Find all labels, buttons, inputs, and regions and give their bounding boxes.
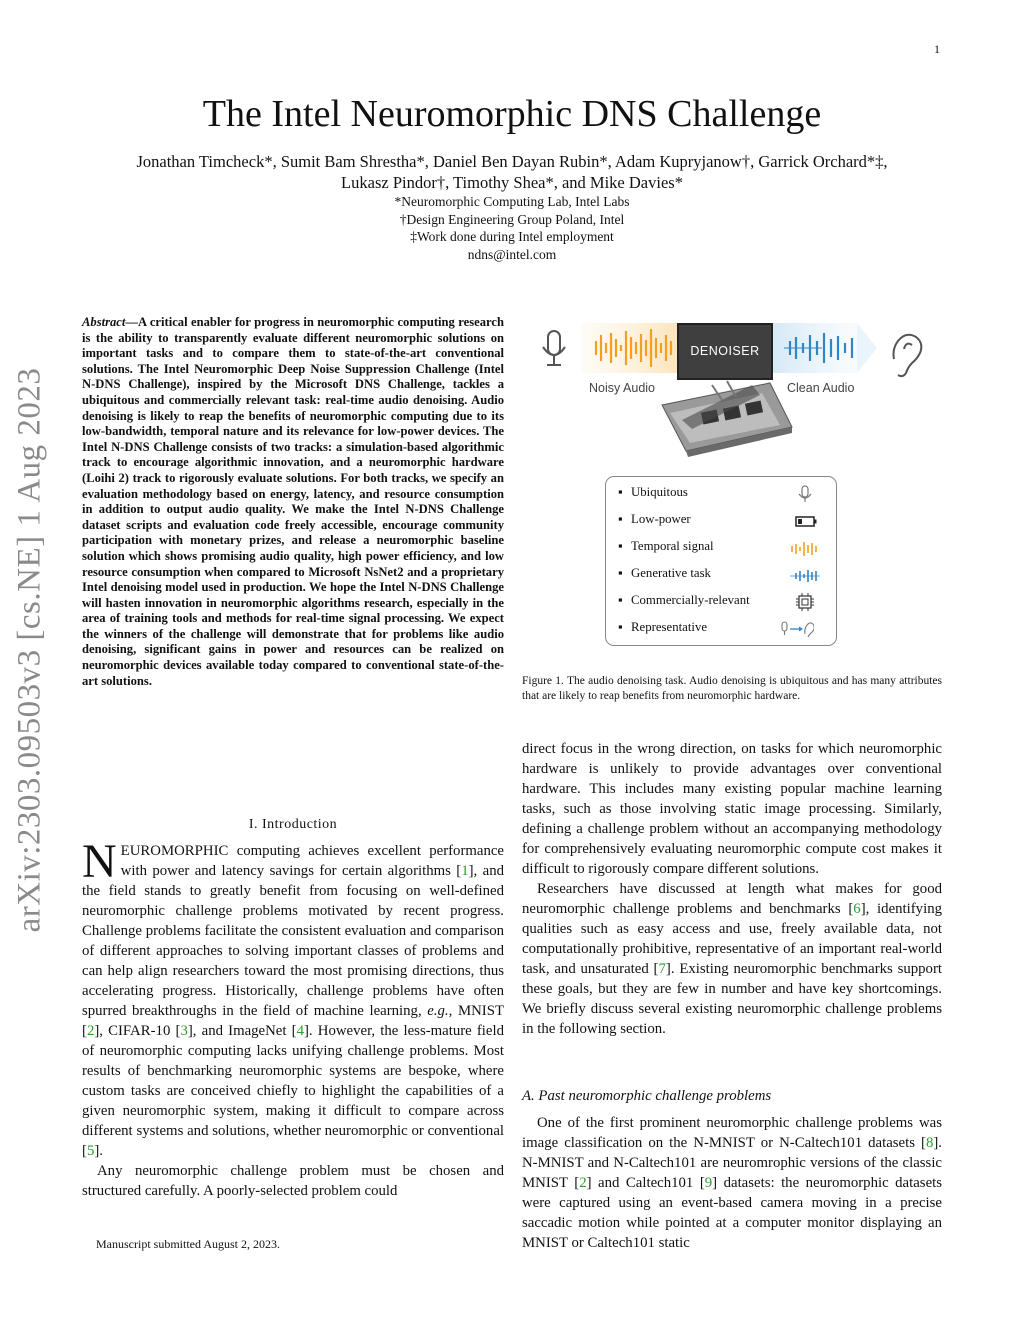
body-text: ] datasets: the neuromorphic datasets were captured using an event-based camera moving in a precise saccadic motion while pointed at a computer monitor displaying an MNIST or Caltech101 static xyxy=(522,1175,942,1251)
denoiser-label: DENOISER xyxy=(690,344,760,358)
citation-link[interactable]: 2 xyxy=(579,1175,587,1191)
right-column-body xyxy=(522,739,942,1039)
intro-paragraph-2: Any neuromorphic challenge problem must be chosen and structured carefully. A poorly-selected problem could xyxy=(82,1163,504,1199)
intro-text: computing achieves excellent performance with power and latency savings for certain algorithms [ xyxy=(120,843,504,879)
attribute-row xyxy=(618,566,823,586)
attribute-label: Commercially-relevant xyxy=(631,593,750,607)
right-paragraph-3 xyxy=(522,1113,942,1253)
affiliations xyxy=(200,193,824,263)
citation-link[interactable]: 6 xyxy=(853,901,861,917)
attribute-row xyxy=(618,485,823,505)
attribute-label: Temporal signal xyxy=(631,539,714,553)
citation-link[interactable]: 9 xyxy=(704,1175,713,1191)
abstract-label: Abstract xyxy=(82,315,126,329)
mic-to-ear-icon xyxy=(780,620,814,638)
bullet: ▪ xyxy=(618,620,623,634)
attribute-row xyxy=(618,512,823,532)
paper-title: The Intel Neuromorphic DNS Challenge xyxy=(202,93,822,135)
attribute-row xyxy=(618,539,823,559)
citation-link[interactable]: 4 xyxy=(296,1023,304,1039)
right-paragraph-1: direct focus in the wrong direction, on tasks for which neuromorphic hardware is unlikely to provide advantages over conventional hardware. This includes many existing popular machine learning tasks, such as those involving static image processing. Similarly, defining a challenge problem without an accompanying methodology for comprehensively evaluating neuromorphic compute cost makes it difficult to rigorously compare different solutions. xyxy=(522,741,942,877)
manuscript-footnote: Manuscript submitted August 2, 2023. xyxy=(96,1237,280,1251)
clean-band-arrow xyxy=(857,323,877,373)
intro-paragraph-1 xyxy=(82,835,504,1161)
loihi-board-image xyxy=(662,381,792,457)
body-text: ]. Existing neuromorphic benchmarks support these goals, but they are few in number and have key shortcomings. We briefly discuss several existing neuromorphic challenge problems in the following section. xyxy=(522,961,942,1037)
attribute-label: Low-power xyxy=(631,512,691,526)
bullet: ▪ xyxy=(618,512,623,526)
body-text: Researchers have discussed at length what makes for good neuromorphic challenge problems and benchmarks [ xyxy=(522,881,942,917)
citation-link[interactable]: 1 xyxy=(461,863,469,879)
intro-text: ], and the field stands to greatly benefit from focusing on well-defined neuromorphic challenge problems motivated by recent progress. Challenge problems facilitate the consistent evaluation and comparison of different approaches to solving important classes of problems and can help align researchers toward the most promising directions, thus accelerating progress. Historically, challenge problems have often spurred breakthroughs in the field of machine learning, xyxy=(82,863,504,1019)
drop-cap: N xyxy=(82,835,117,888)
intro-text: ], CIFAR-10 [ xyxy=(94,1023,181,1039)
arxiv-identifier xyxy=(10,340,50,960)
bullet: ▪ xyxy=(618,566,623,580)
body-text: ], identifying qualities such as easy access and use, freely available data, not computationally prohibitive, representative of an important real-world task, and unsaturated [ xyxy=(522,901,942,977)
abstract-text: —A critical enabler for progress in neuromorphic computing research is the ability to transparently evaluate different neuromorphic solutions on important tasks and to compare them to state-of-the-art conventional solutions. The Intel Neuromorphic Deep Noise Suppression Challenge (Intel N-DNS Challenge), inspired by the Microsoft DNS Challenge, tackles a ubiquitous and commercially relevant task: real-time audio denoising. Audio denoising is likely to reap the benefits of neuromorphic computing due to its low-bandwidth, temporal nature and its relevance for low-power devices. The Intel N-DNS Challenge consists of two tracks: a simulation-based algorithmic track to encourage algorithmic innovation, and a neuromorphic hardware (Loihi 2) track to rigorously evaluate solutions. For both tracks, we specify an evaluation methodology based on energy, latency, and resource consumption in addition to output audio quality. We make the Intel N-DNS Challenge dataset scripts and evaluation code freely accessible, encourage community participation with monetary prizes, and release a neuromorphic baseline solution which shows promising audio quality, high power efficiency, and low resource consumption when compared to Microsoft NsNet2 and a proprietary Intel denoising model used in production. We hope the Intel N-DNS Challenge will hasten innovation in neuromorphic algorithms research, especially in the area of training tools and methods for real-time signal processing. We expect the winners of the challenge will demonstrate that for problems like audio denoising, significant gains in power and resources can be realized on neuromorphic devices available today compared to conventional state-of-the-art solutions. xyxy=(82,315,504,688)
body-text: ]. N-MNIST and N-Caltech101 are neuromrophic versions of the classic MNIST [ xyxy=(522,1135,942,1191)
arxiv-identifier-text: arXiv:2303.09503v3 [cs.NE] 1 Aug 2023 xyxy=(11,367,48,933)
introduction-body xyxy=(82,835,504,1201)
attribute-row xyxy=(618,593,823,613)
citation-link[interactable]: 7 xyxy=(658,961,666,977)
intro-text: ], and ImageNet [ xyxy=(187,1023,297,1039)
lead-caps: EUROMORPHIC xyxy=(120,843,229,859)
attribute-label: Generative task xyxy=(631,566,711,580)
body-text: ] and Caltech101 [ xyxy=(586,1175,705,1191)
authors-line-1: Jonathan Timcheck*, Sumit Bam Shrestha*, Daniel Ben Dayan Rubin*, Adam Kupryjanow†, Garrick Orchard*‡, xyxy=(136,152,888,171)
attributes-box xyxy=(605,476,837,646)
clean-waveform-icon xyxy=(788,566,822,584)
battery-icon xyxy=(788,512,822,530)
section-heading-text: I. Introduction xyxy=(248,817,338,832)
intro-text: , MNIST [ xyxy=(82,1003,504,1039)
denoiser-block xyxy=(677,323,773,380)
bullet: ▪ xyxy=(618,539,623,553)
chip-icon xyxy=(788,593,822,611)
authors-line-2: Lukasz Pindor†, Timothy Shea*, and Mike Davies* xyxy=(341,173,683,192)
subsection-body xyxy=(522,1113,942,1253)
section-heading-introduction xyxy=(82,817,504,833)
clean-audio-label: Clean Audio xyxy=(787,381,855,395)
attribute-row xyxy=(618,620,823,640)
intro-text: ]. xyxy=(94,1143,103,1159)
abstract xyxy=(82,315,504,689)
attribute-label: Ubiquitous xyxy=(631,485,688,499)
citation-link[interactable]: 8 xyxy=(925,1135,934,1151)
affiliation-intel-labs: *Neuromorphic Computing Lab, Intel Labs xyxy=(394,194,630,209)
intro-text: ]. However, the less-mature field of neuromorphic computing lacks unifying challenge problems. Most results of benchmarking neuromorphic systems are bespoke, where custom tasks are conceived chiefly to highlight the capabilities of a given neuromorphic system, making it difficult to compare across different systems and solutions, whether neuromorphic or conventional [ xyxy=(82,1023,504,1159)
microphone-icon xyxy=(543,331,565,365)
citation-link[interactable]: 5 xyxy=(86,1143,95,1159)
attribute-label: Representative xyxy=(631,620,708,634)
body-text: One of the first prominent neuromorphic challenge problems was image classification on the N-MNIST or N-Caltech101 datasets [ xyxy=(522,1115,942,1151)
microphone-icon xyxy=(788,485,822,503)
waveform-icon xyxy=(788,539,822,557)
authors xyxy=(70,151,954,193)
figure-1-caption: Figure 1. The audio denoising task. Audio denoising is ubiquitous and has many attributes that are likely to reap benefits from neuromorphic hardware. xyxy=(522,675,942,702)
citation-link[interactable]: 3 xyxy=(180,1023,188,1039)
bullet: ▪ xyxy=(618,485,623,499)
citation-link[interactable]: 2 xyxy=(86,1023,95,1039)
ear-icon xyxy=(894,335,922,376)
noisy-audio-label: Noisy Audio xyxy=(589,381,656,395)
intro-eg: e.g. xyxy=(427,1003,449,1019)
affiliation-former: ‡Work done during Intel employment xyxy=(410,229,614,244)
bullet: ▪ xyxy=(618,593,623,607)
contact-email: ndns@intel.com xyxy=(467,246,557,262)
affiliation-design-group: †Design Engineering Group Poland, Intel xyxy=(399,211,625,227)
right-paragraph-2 xyxy=(522,879,942,1039)
page-number: 1 xyxy=(934,42,940,56)
subsection-heading: A. Past neuromorphic challenge problems xyxy=(522,1088,772,1104)
